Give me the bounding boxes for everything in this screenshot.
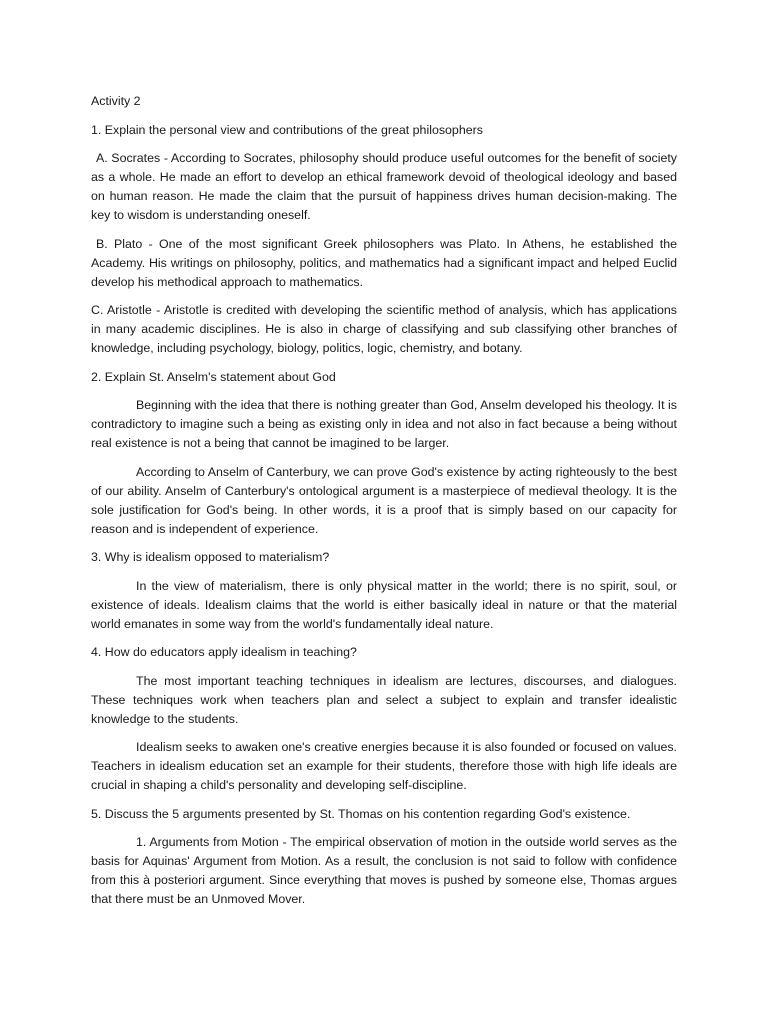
answer-1-aristotle: C. Aristotle - Aristotle is credited with developing the scientific method of analysis, which has applications in many academic disciplines. He is also in charge of classifying and sub classifying other branches of knowledge, including psychology, biology, politics, logic, chemistry, and botany. [91,303,677,355]
answer-4-paragraph-1: The most important teaching techniques in idealism are lectures, discourses, and dialogues. These techniques work when teachers plan and select a subject to explain and transfer idealistic knowledge to the students. [91,673,677,726]
question-2: 2. Explain St. Anselm's statement about God [91,369,336,384]
answer-3-paragraph-1: In the view of materialism, there is only physical matter in the world; there is no spirit, soul, or existence of ideals. Idealism claims that the world is either basically ideal in nature or that the material world emanates in some way from the world's fundamentally ideal nature. [91,578,677,631]
answer-1-plato: B. Plato - One of the most significant Greek philosophers was Plato. In Athens, he established the Academy. His writings on philosophy, politics, and mathematics had a significant impact and helped Euclid develop his methodical approach to mathematics. [91,236,677,289]
answer-4-paragraph-2: Idealism seeks to awaken one's creative energies because it is also founded or focused on values. Teachers in idealism education set an example for their students, therefore those with high life ideals are crucial in shaping a child's personality and developing self-discipline. [91,740,677,792]
document-body [91,92,677,919]
answer-2-paragraph-2: According to Anselm of Canterbury, we can prove God's existence by acting righteously to the best of our ability. Anselm of Canterbury's ontological argument is a masterpiece of medieval theology. It is the sole justification for God's being. In other words, it is a proof that is simply based on our capacity for reason and is independent of experience. [91,464,677,536]
question-3: 3. Why is idealism opposed to materialism? [91,550,330,564]
document-title: Activity 2 [91,94,141,108]
question-5: 5. Discuss the 5 arguments presented by St. Thomas on his contention regarding God's existence. [91,806,631,821]
answer-2-paragraph-1: Beginning with the idea that there is nothing greater than God, Anselm developed his theology. It is contradictory to imagine such a being as existing only in idea and not also in fact because a being without real existence is not a being that cannot be imagined to be larger. [91,398,677,450]
question-1: 1. Explain the personal view and contributions of the great philosophers [91,122,483,137]
answer-5-paragraph-1: 1. Arguments from Motion - The empirical observation of motion in the outside world serves as the basis for Aquinas' Argument from Motion. As a result, the conclusion is not said to follow with confidence from this à posteriori argument. Since everything that moves is pushed by someone else, Thomas argues that there must be an Unmoved Mover. [91,835,677,906]
answer-1-socrates: A. Socrates - According to Socrates, philosophy should produce useful outcomes for the benefit of society as a whole. He made an effort to develop an ethical framework devoid of theological ideology and based on human reason. He made the claim that the pursuit of happiness drives human decision-making. The key to wisdom is understanding oneself. [91,151,677,222]
question-4: 4. How do educators apply idealism in teaching? [91,645,357,659]
